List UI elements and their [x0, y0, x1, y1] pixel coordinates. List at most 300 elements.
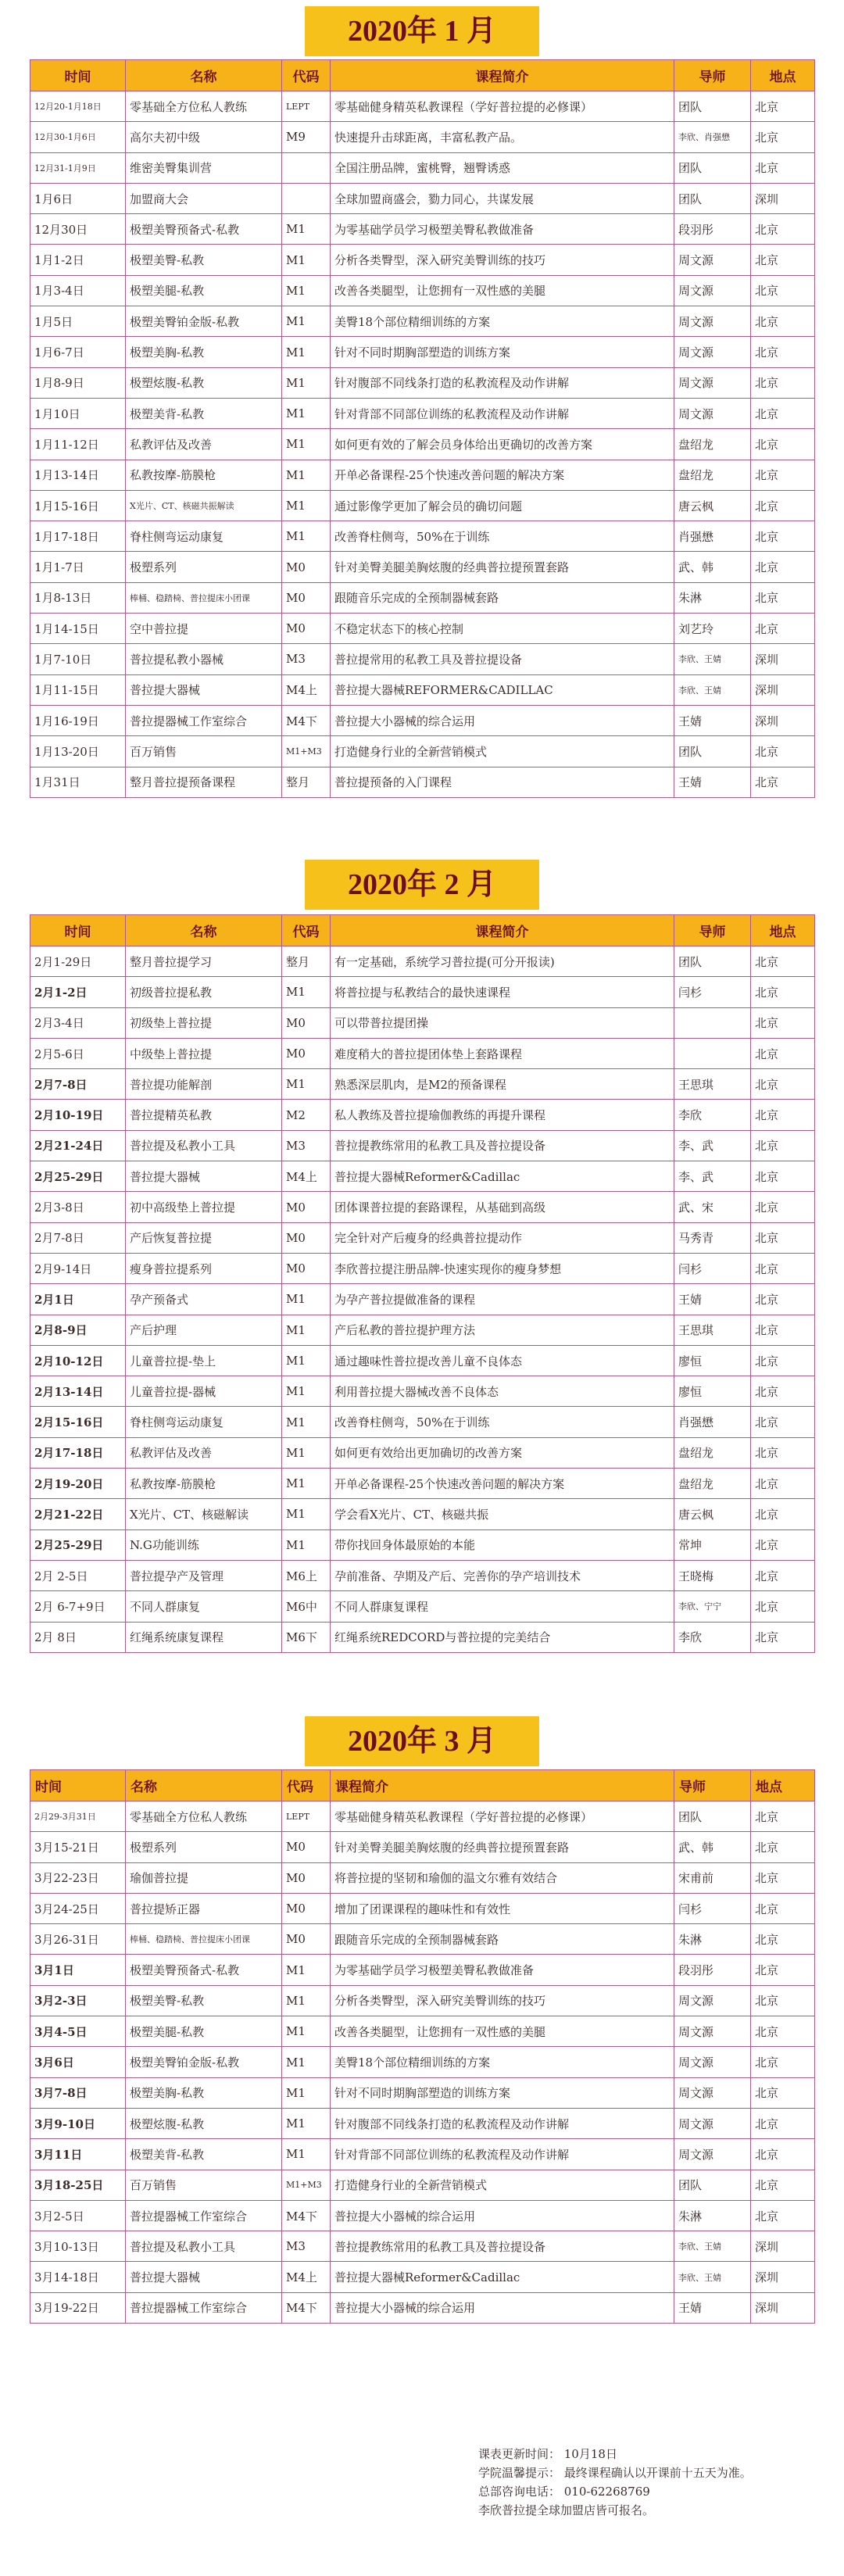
code-cell: LEPT [282, 1801, 331, 1832]
code-cell: M0 [282, 614, 331, 644]
date-cell: 2月21-22日 [30, 1499, 126, 1530]
date-cell: 3月7-8日 [30, 2077, 126, 2108]
table-row [30, 122, 815, 152]
date-cell: 2月17-18日 [30, 1437, 126, 1468]
date-cell: 2月13-14日 [30, 1376, 126, 1407]
location-cell: 北京 [751, 1315, 815, 1345]
table-row [30, 1893, 815, 1923]
table-row [30, 521, 815, 552]
tutor-cell: 王婧 [674, 705, 751, 735]
table-row [30, 2139, 815, 2170]
location-cell: 北京 [751, 306, 815, 337]
tutor-cell: 唐云枫 [674, 1499, 751, 1530]
course-name-cell: 极塑炫腹-私教 [126, 367, 282, 398]
course-name-cell: 极塑美臀预备式-私教 [126, 214, 282, 245]
date-cell: 2月19-20日 [30, 1469, 126, 1499]
course-name-cell: 初中高级垫上普拉提 [126, 1192, 282, 1222]
table-row [30, 2170, 815, 2200]
code-cell: M1 [282, 1955, 331, 1985]
table-row [30, 1622, 815, 1652]
tutor-cell: 周文源 [674, 2108, 751, 2138]
location-cell: 北京 [751, 1437, 815, 1468]
tutor-cell: 周文源 [674, 398, 751, 428]
tutor-cell: 周文源 [674, 245, 751, 275]
table-row [30, 152, 815, 183]
code-cell: M4下 [282, 2292, 331, 2323]
footer-notes [478, 2445, 830, 2520]
hotline: 总部咨询电话： 010-62268769 [478, 2485, 650, 2499]
date-cell: 2月9-14日 [30, 1253, 126, 1283]
code-cell: M1 [282, 429, 331, 460]
column-header-course-name: 名称 [126, 915, 282, 946]
date-cell: 3月11日 [30, 2139, 126, 2170]
course-name-cell: 普拉提孕产及管理 [126, 1560, 282, 1590]
date-cell: 1月7-10日 [30, 644, 126, 674]
date-cell: 1月16-19日 [30, 705, 126, 735]
description-cell: 改善各类腿型，让您拥有一双性感的美腿 [331, 2016, 674, 2047]
code-cell: M1 [282, 1530, 331, 1560]
location-cell: 深圳 [751, 2231, 815, 2262]
tutor-cell: 朱淋 [674, 582, 751, 613]
schedule-table-feb [30, 914, 815, 1653]
column-header-course-name: 名称 [126, 60, 282, 91]
description-cell: 团体课普拉提的套路课程，从基础到高级 [331, 1192, 674, 1222]
description-cell: 针对背部不同部位训练的私教流程及动作讲解 [331, 398, 674, 428]
location-cell: 北京 [751, 1161, 815, 1192]
course-name-cell: 高尔夫初中级 [126, 122, 282, 152]
date-cell: 1月6日 [30, 183, 126, 213]
date-cell: 3月2-3日 [30, 1985, 126, 2016]
tutor-cell: 武、宋 [674, 1192, 751, 1222]
location-cell: 北京 [751, 1007, 815, 1038]
tutor-cell: 周文源 [674, 367, 751, 398]
column-header-description: 课程简介 [331, 1770, 674, 1801]
location-cell: 北京 [751, 2047, 815, 2077]
date-cell: 12月30日 [30, 214, 126, 245]
tutor-cell: 闫杉 [674, 1253, 751, 1283]
tutor-cell: 李欣、王婧 [674, 2231, 751, 2262]
description-cell: 完全针对产后瘦身的经典普拉提动作 [331, 1222, 674, 1253]
location-cell: 北京 [751, 1893, 815, 1923]
course-name-cell: 孕产预备式 [126, 1284, 282, 1315]
course-name-cell: X光片、CT、核磁解读 [126, 1499, 282, 1530]
description-cell: 可以带普拉提团操 [331, 1007, 674, 1038]
code-cell: M1+M3 [282, 736, 331, 767]
date-cell: 2月25-29日 [30, 1161, 126, 1192]
location-cell: 北京 [751, 1530, 815, 1560]
code-cell: M0 [282, 552, 331, 582]
code-cell: M1 [282, 275, 331, 306]
tutor-cell: 团队 [674, 91, 751, 122]
date-cell: 3月14-18日 [30, 2262, 126, 2292]
tutor-cell: 团队 [674, 1801, 751, 1832]
table-row [30, 582, 815, 613]
column-header-tutor: 导师 [674, 60, 751, 91]
code-cell: M1 [282, 521, 331, 552]
date-cell: 2月1日 [30, 1284, 126, 1315]
tutor-cell: 李欣 [674, 1100, 751, 1130]
date-cell: 1月1-7日 [30, 552, 126, 582]
table-row [30, 2292, 815, 2323]
date-cell: 3月19-22日 [30, 2292, 126, 2323]
code-cell: M1 [282, 1345, 331, 1376]
tutor-cell: 闫杉 [674, 1893, 751, 1923]
date-cell: 1月6-7日 [30, 337, 126, 367]
location-cell: 北京 [751, 521, 815, 552]
location-cell: 北京 [751, 1038, 815, 1068]
description-cell: 学会看X光片、CT、核磁共振 [331, 1499, 674, 1530]
location-cell: 深圳 [751, 644, 815, 674]
location-cell: 北京 [751, 337, 815, 367]
table-row [30, 306, 815, 337]
code-cell: M0 [282, 1924, 331, 1955]
location-cell: 北京 [751, 2139, 815, 2170]
tutor-cell: 闫杉 [674, 977, 751, 1007]
description-cell: 为孕产普拉提做准备的课程 [331, 1284, 674, 1315]
table-row [30, 1315, 815, 1345]
location-cell: 深圳 [751, 705, 815, 735]
course-name-cell: 初级普拉提私教 [126, 977, 282, 1007]
description-cell: 普拉提教练常用的私教工具及普拉提设备 [331, 1130, 674, 1161]
table-row [30, 705, 815, 735]
table-row [30, 2077, 815, 2108]
date-cell: 1月3-4日 [30, 275, 126, 306]
course-name-cell: 儿童普拉提-垫上 [126, 1345, 282, 1376]
description-cell: 普拉提大小器械的综合运用 [331, 2292, 674, 2323]
date-cell: 3月9-10日 [30, 2108, 126, 2138]
location-cell: 北京 [751, 1192, 815, 1222]
date-cell: 2月29-3月31日 [30, 1801, 126, 1832]
code-cell: M1 [282, 460, 331, 490]
tutor-cell: 李、武 [674, 1161, 751, 1192]
date-cell: 2月 6-7+9日 [30, 1591, 126, 1622]
tutor-cell: 武、韩 [674, 552, 751, 582]
table-row [30, 398, 815, 428]
location-cell: 北京 [751, 614, 815, 644]
location-cell: 北京 [751, 2016, 815, 2047]
code-cell: 整月 [282, 946, 331, 977]
tutor-cell: 周文源 [674, 275, 751, 306]
location-cell: 北京 [751, 1376, 815, 1407]
course-name-cell: 普拉提器械工作室综合 [126, 2200, 282, 2231]
tutor-cell: 马秀青 [674, 1222, 751, 1253]
location-cell: 北京 [751, 152, 815, 183]
course-name-cell: X光片、CT、核磁共振解读 [126, 490, 282, 521]
code-cell: M6上 [282, 1560, 331, 1590]
description-cell: 针对背部不同部位训练的私教流程及动作讲解 [331, 2139, 674, 2170]
course-name-cell: 产后护理 [126, 1315, 282, 1345]
column-header-tutor: 导师 [674, 915, 751, 946]
code-cell: M0 [282, 1893, 331, 1923]
description-cell: 针对美臀美腿美胸炫腹的经典普拉提预置套路 [331, 1832, 674, 1862]
code-cell: M6下 [282, 1622, 331, 1652]
tutor-cell: 王婧 [674, 767, 751, 797]
code-cell: M0 [282, 1832, 331, 1862]
table-row [30, 1253, 815, 1283]
table-row [30, 1284, 815, 1315]
date-cell: 1月11-12日 [30, 429, 126, 460]
code-cell: M2 [282, 1100, 331, 1130]
course-name-cell: 瘦身普拉提系列 [126, 1253, 282, 1283]
code-cell: M4上 [282, 674, 331, 705]
tutor-cell: 周文源 [674, 2139, 751, 2170]
description-cell: 普拉提大小器械的综合运用 [331, 2200, 674, 2231]
table-row [30, 1924, 815, 1955]
date-cell: 3月10-13日 [30, 2231, 126, 2262]
code-cell: M1 [282, 1284, 331, 1315]
course-name-cell: 普拉提器械工作室综合 [126, 2292, 282, 2323]
location-cell: 北京 [751, 1407, 815, 1437]
code-cell: M4上 [282, 1161, 331, 1192]
course-name-cell: 不同人群康复 [126, 1591, 282, 1622]
table-row [30, 977, 815, 1007]
tutor-cell: 李欣、王婧 [674, 674, 751, 705]
column-header-code: 代码 [282, 1770, 331, 1801]
column-header-date: 时间 [30, 60, 126, 91]
tutor-cell: 盘绍龙 [674, 1437, 751, 1468]
date-cell: 2月10-12日 [30, 1345, 126, 1376]
notice: 学院温馨提示： 最终课程确认以开课前十五天为准。 [478, 2466, 752, 2480]
tutor-cell: 周文源 [674, 2077, 751, 2108]
date-cell: 3月6日 [30, 2047, 126, 2077]
tutor-cell: 刘艺玲 [674, 614, 751, 644]
location-cell: 北京 [751, 91, 815, 122]
description-cell: 普拉提常用的私教工具及普拉提设备 [331, 644, 674, 674]
description-cell: 改善脊柱侧弯，50%在于训练 [331, 1407, 674, 1437]
tutor-cell: 王思琪 [674, 1315, 751, 1345]
course-name-cell: 整月普拉提学习 [126, 946, 282, 977]
tutor-cell: 团队 [674, 2170, 751, 2200]
date-cell: 2月25-29日 [30, 1530, 126, 1560]
description-cell: 为零基础学员学习极塑美臀私教做准备 [331, 1955, 674, 1985]
code-cell: M1 [282, 1985, 331, 2016]
date-cell: 2月15-16日 [30, 1407, 126, 1437]
location-cell: 北京 [751, 1253, 815, 1283]
description-cell: 针对腹部不同线条打造的私教流程及动作讲解 [331, 367, 674, 398]
column-header-code: 代码 [282, 60, 331, 91]
description-cell: 将普拉提的坚韧和瑜伽的温文尔雅有效结合 [331, 1862, 674, 1893]
code-cell: M1 [282, 2139, 331, 2170]
course-name-cell: 维密美臀集训营 [126, 152, 282, 183]
description-cell: 美臀18个部位精细训练的方案 [331, 2047, 674, 2077]
schedule-table-jan [30, 59, 815, 798]
location-cell: 北京 [751, 214, 815, 245]
table-row [30, 1376, 815, 1407]
description-cell: 改善各类腿型，让您拥有一双性感的美腿 [331, 275, 674, 306]
course-name-cell: 极塑美背-私教 [126, 398, 282, 428]
location-cell: 北京 [751, 552, 815, 582]
code-cell: M1 [282, 1069, 331, 1100]
course-name-cell: 极塑系列 [126, 1832, 282, 1862]
location-cell: 北京 [751, 367, 815, 398]
course-name-cell: 普拉提精英私教 [126, 1100, 282, 1130]
tutor-cell: 盘绍龙 [674, 1469, 751, 1499]
course-name-cell: 棒桶、稳踏椅、普拉提床小团课 [126, 1924, 282, 1955]
description-cell: 孕前准备、孕期及产后、完善你的孕产培训技术 [331, 1560, 674, 1590]
tutor-cell: 武、韩 [674, 1832, 751, 1862]
month-title-feb: 2020年 2 月 [305, 860, 539, 910]
tutor-cell: 王晓梅 [674, 1560, 751, 1590]
description-cell: 零基础健身精英私教课程（学好普拉提的必修课） [331, 91, 674, 122]
tutor-cell: 盘绍龙 [674, 460, 751, 490]
date-cell: 12月31-1月9日 [30, 152, 126, 183]
tutor-cell: 周文源 [674, 2047, 751, 2077]
location-cell: 北京 [751, 1284, 815, 1315]
description-cell: 全球加盟商盛会，勠力同心，共谋发展 [331, 183, 674, 213]
column-header-date: 时间 [30, 915, 126, 946]
code-cell: M0 [282, 1253, 331, 1283]
code-cell: M1 [282, 337, 331, 367]
description-cell: 分析各类臀型，深入研究美臀训练的技巧 [331, 1985, 674, 2016]
tutor-cell: 朱淋 [674, 1924, 751, 1955]
tutor-cell: 李、武 [674, 1130, 751, 1161]
date-cell: 3月1日 [30, 1955, 126, 1985]
location-cell: 北京 [751, 1469, 815, 1499]
table-row [30, 2200, 815, 2231]
code-cell: M1 [282, 977, 331, 1007]
tutor-cell: 李欣、王婧 [674, 644, 751, 674]
code-cell: M3 [282, 2231, 331, 2262]
course-name-cell: 百万销售 [126, 2170, 282, 2200]
code-cell: M1 [282, 1315, 331, 1345]
table-row [30, 337, 815, 367]
date-cell: 1月8-13日 [30, 582, 126, 613]
tutor-cell: 段羽彤 [674, 214, 751, 245]
course-name-cell: 私教评估及改善 [126, 429, 282, 460]
code-cell: M1 [282, 1469, 331, 1499]
date-cell: 1月13-20日 [30, 736, 126, 767]
location-cell: 北京 [751, 767, 815, 797]
tutor-cell: 团队 [674, 946, 751, 977]
code-cell: M1 [282, 1376, 331, 1407]
date-cell: 12月20-1月18日 [30, 91, 126, 122]
table-header-row [30, 1770, 815, 1801]
location-cell: 北京 [751, 1801, 815, 1832]
date-cell: 1月5日 [30, 306, 126, 337]
description-cell: 普拉提大器械Reformer&Cadillac [331, 1161, 674, 1192]
location-cell: 北京 [751, 1955, 815, 1985]
description-cell: 通过影像学更加了解会员的确切问题 [331, 490, 674, 521]
description-cell: 如何更有效的了解会员身体给出更确切的改善方案 [331, 429, 674, 460]
description-cell: 普拉提预备的入门课程 [331, 767, 674, 797]
tutor-cell: 常坤 [674, 1530, 751, 1560]
location-cell: 北京 [751, 1591, 815, 1622]
table-row [30, 2108, 815, 2138]
code-cell [282, 152, 331, 183]
location-cell: 北京 [751, 1345, 815, 1376]
code-cell: M4下 [282, 705, 331, 735]
course-name-cell: 极塑美胸-私教 [126, 2077, 282, 2108]
table-row [30, 736, 815, 767]
tutor-cell: 团队 [674, 736, 751, 767]
tutor-cell: 段羽彤 [674, 1955, 751, 1985]
table-row [30, 644, 815, 674]
table-row [30, 1862, 815, 1893]
tutor-cell: 廖恒 [674, 1376, 751, 1407]
date-cell: 2月3-4日 [30, 1007, 126, 1038]
description-cell: 快速提升击球距离，丰富私教产品。 [331, 122, 674, 152]
description-cell: 针对不同时期胸部塑造的训练方案 [331, 2077, 674, 2108]
tutor-cell [674, 1007, 751, 1038]
date-cell: 1月17-18日 [30, 521, 126, 552]
column-header-date: 时间 [30, 1770, 126, 1801]
column-header-course-name: 名称 [126, 1770, 282, 1801]
table-row [30, 91, 815, 122]
tutor-cell: 肖强懋 [674, 521, 751, 552]
code-cell: M0 [282, 1862, 331, 1893]
tutor-cell: 周文源 [674, 337, 751, 367]
location-cell: 北京 [751, 2108, 815, 2138]
tutor-cell [674, 1038, 751, 1068]
date-cell: 1月8-9日 [30, 367, 126, 398]
table-row [30, 2016, 815, 2047]
description-cell: 难度稍大的普拉提团体垫上套路课程 [331, 1038, 674, 1068]
table-row [30, 1437, 815, 1468]
table-row [30, 245, 815, 275]
tutor-cell: 盘绍龙 [674, 429, 751, 460]
description-cell: 不稳定状态下的核心控制 [331, 614, 674, 644]
code-cell: M0 [282, 1007, 331, 1038]
table-row [30, 1955, 815, 1985]
description-cell: 熟悉深层肌肉，是M2的预备课程 [331, 1069, 674, 1100]
table-row [30, 1985, 815, 2016]
description-cell: 为零基础学员学习极塑美臀私教做准备 [331, 214, 674, 245]
course-name-cell: 极塑美臀-私教 [126, 245, 282, 275]
description-cell: 利用普拉提大器械改善不良体态 [331, 1376, 674, 1407]
table-row [30, 614, 815, 644]
location-cell: 北京 [751, 2170, 815, 2200]
date-cell: 1月1-2日 [30, 245, 126, 275]
course-name-cell: 棒桶、稳踏椅、普拉提床小团课 [126, 582, 282, 613]
code-cell: M1 [282, 245, 331, 275]
description-cell: 美臀18个部位精细训练的方案 [331, 306, 674, 337]
date-cell: 3月26-31日 [30, 1924, 126, 1955]
location-cell: 北京 [751, 1832, 815, 1862]
date-cell: 2月1-2日 [30, 977, 126, 1007]
table-row [30, 1100, 815, 1130]
table-row [30, 214, 815, 245]
code-cell: M0 [282, 582, 331, 613]
code-cell: M1 [282, 1499, 331, 1530]
table-row [30, 1192, 815, 1222]
code-cell: M1 [282, 398, 331, 428]
course-name-cell: 极塑炫腹-私教 [126, 2108, 282, 2138]
location-cell: 北京 [751, 2200, 815, 2231]
course-name-cell: 极塑美腿-私教 [126, 2016, 282, 2047]
table-row [30, 2047, 815, 2077]
table-row [30, 2262, 815, 2292]
course-name-cell: 普拉提功能解剖 [126, 1069, 282, 1100]
location-cell: 北京 [751, 977, 815, 1007]
table-row [30, 1038, 815, 1068]
description-cell: 全国注册品牌，蜜桃臀，翘臀诱惑 [331, 152, 674, 183]
location-cell: 北京 [751, 582, 815, 613]
table-row [30, 275, 815, 306]
course-name-cell: 极塑美臀预备式-私教 [126, 1955, 282, 1985]
description-cell: 有一定基础，系统学习普拉提(可分开报读) [331, 946, 674, 977]
course-name-cell: 普拉提及私教小工具 [126, 2231, 282, 2262]
column-header-location: 地点 [751, 60, 815, 91]
tutor-cell: 周文源 [674, 1985, 751, 2016]
description-cell: 开单必备课程-25个快速改善问题的解决方案 [331, 460, 674, 490]
description-cell: 产后私教的普拉提护理方法 [331, 1315, 674, 1345]
course-name-cell: 普拉提大器械 [126, 1161, 282, 1192]
description-cell: 增加了团课课程的趣味性和有效性 [331, 1893, 674, 1923]
course-name-cell: 极塑美臀-私教 [126, 1985, 282, 2016]
description-cell: 针对腹部不同线条打造的私教流程及动作讲解 [331, 2108, 674, 2138]
description-cell: 针对不同时期胸部塑造的训练方案 [331, 337, 674, 367]
tutor-cell: 李欣、宁宁 [674, 1591, 751, 1622]
